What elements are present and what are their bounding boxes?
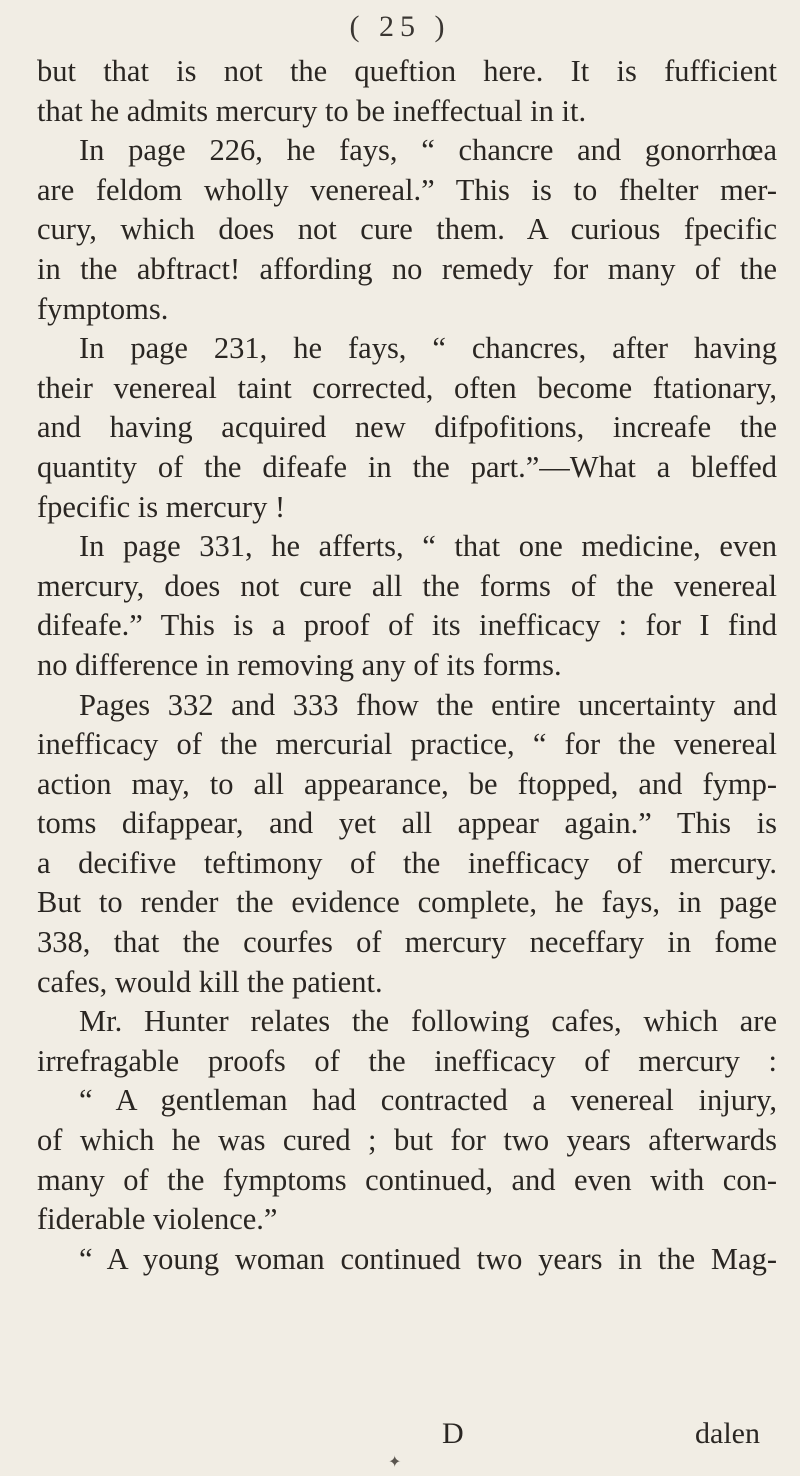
text-line: But to render the evidence complete, he fays, in page — [37, 885, 777, 920]
text-line: in the abftract! affording no remedy for many of the — [37, 251, 777, 286]
paragraph-start-line: In page 331, he afferts, “ that one medicine, even — [79, 529, 777, 564]
text-line: 338, that the courfes of mercury neceffary in fome — [37, 925, 777, 960]
text-line: quantity of the difeafe in the part.”—What a bleffed — [37, 449, 777, 484]
paragraph-start-line: In page 231, he fays, “ chancres, after having — [79, 331, 777, 366]
text-line: action may, to all appearance, be ftopped, and fymp- — [37, 766, 777, 801]
text-line: cafes, would kill the patient. — [37, 964, 383, 999]
text-line: that he admits mercury to be ineffectual in it. — [37, 93, 587, 128]
text-line: cury, which does not cure them. A curious fpecific — [37, 212, 777, 247]
paragraph-start-line: Mr. Hunter relates the following cafes, which are — [79, 1004, 777, 1039]
printers-ornament-icon: ✦ — [388, 1454, 402, 1471]
text-line: difeafe.” This is a proof of its inefficacy : for I find — [37, 608, 777, 643]
text-line: their venereal taint corrected, often become ftationary, — [37, 370, 777, 405]
text-line: fymptoms. — [37, 291, 169, 326]
catchword: dalen — [695, 1417, 760, 1450]
paragraph-start-line: In page 226, he fays, “ chancre and gonorrhœa — [79, 133, 777, 168]
text-line: many of the fymptoms continued, and even with con- — [37, 1162, 777, 1197]
text-line: of which he was cured ; but for two years afterwards — [37, 1123, 777, 1158]
quote-start-line: “ A young woman continued two years in the Mag- — [79, 1241, 777, 1276]
text-line: toms difappear, and yet all appear again.” This is — [37, 806, 777, 841]
text-line: fiderable violence.” — [37, 1202, 278, 1237]
text-line: irrefragable proofs of the inefficacy of mercury : — [37, 1043, 777, 1078]
text-line: a decifive teftimony of the inefficacy of mercury. — [37, 845, 777, 880]
text-line: mercury, does not cure all the forms of the venereal — [37, 568, 777, 603]
text-line: and having acquired new difpofitions, increafe the — [37, 410, 777, 445]
signature-mark: D — [442, 1417, 464, 1450]
page-number: ( 25 ) — [349, 10, 451, 43]
paragraph-start-line: Pages 332 and 333 fhow the entire uncertainty and — [79, 687, 777, 722]
text-line: inefficacy of the mercurial practice, “ for the venereal — [37, 727, 777, 762]
body-text — [37, 52, 777, 1279]
text-line: no difference in removing any of its forms. — [37, 647, 562, 682]
text-line: are feldom wholly venereal.” This is to fhelter mer- — [37, 172, 777, 207]
quote-start-line: “ A gentleman had contracted a venereal injury, — [79, 1083, 777, 1118]
page-footer — [0, 1417, 800, 1457]
text-line: but that is not the queftion here. It is fufficient — [37, 54, 777, 88]
text-line: fpecific is mercury ! — [37, 489, 286, 524]
